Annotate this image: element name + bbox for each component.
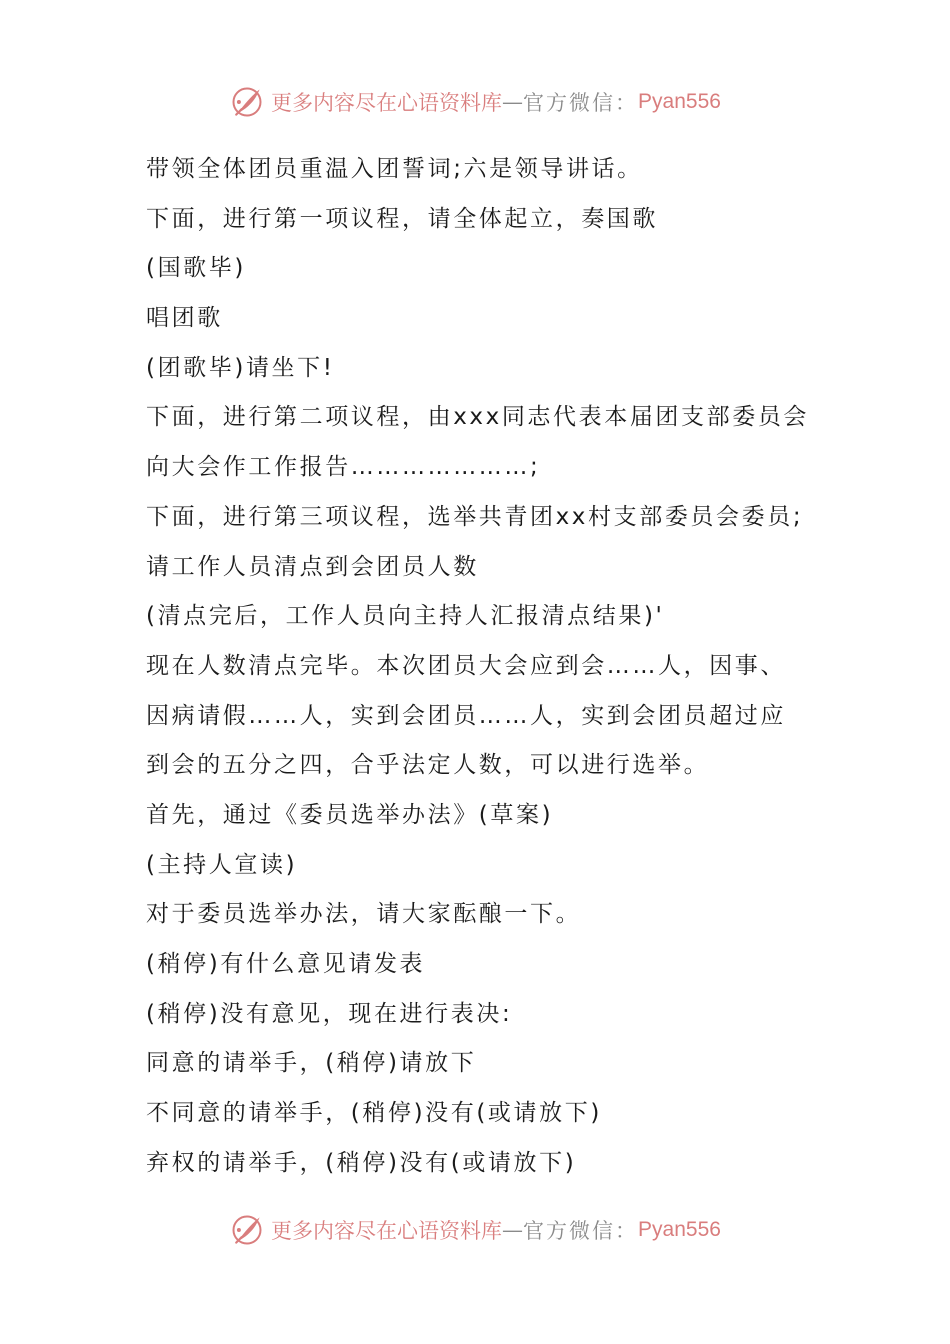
body-line-8: 下面，进行第三项议程，选举共青团xx村支部委员会委员; xyxy=(146,503,804,530)
footer-dash: — xyxy=(502,1218,524,1242)
footer-wechat-label: 官方微信： xyxy=(523,1219,639,1243)
body-line-21: 弃权的请举手，(稍停)没有(或请放下) xyxy=(146,1149,577,1176)
body-line-10: (清点完后，工作人员向主持人汇报清点结果)' xyxy=(146,603,665,630)
header-watermark-banner xyxy=(0,82,950,122)
body-line-14: 首先，通过《委员选举办法》(草案) xyxy=(146,801,554,828)
body-line-16: 对于委员选举办法，请大家酝酿一下。 xyxy=(146,901,582,928)
header-dash: — xyxy=(502,90,524,114)
body-line-6: 下面，进行第二项议程，由xxx同志代表本届团支部委员会 xyxy=(146,404,810,431)
document-body xyxy=(146,145,826,1188)
body-line-19: 同意的请举手，(稍停)请放下 xyxy=(146,1050,477,1077)
body-line-2: 下面，进行第一项议程，请全体起立，奏国歌 xyxy=(146,205,658,232)
pen-feather-logo-icon xyxy=(229,84,265,120)
footer-wechat-id: Pyan556 xyxy=(638,1218,721,1241)
body-line-20: 不同意的请举手，(稍停)没有(或请放下) xyxy=(146,1100,602,1127)
body-line-17: (稍停)有什么意见请发表 xyxy=(146,951,426,977)
body-line-1: 带领全体团员重温入团誓词;六是领导讲话。 xyxy=(146,156,643,182)
pen-feather-logo-icon xyxy=(229,1212,265,1248)
header-site-name: 更多内容尽在心语资料库 xyxy=(271,91,503,115)
body-line-18: (稍停)没有意见，现在进行表决: xyxy=(146,1000,513,1027)
body-line-13: 到会的五分之四，合乎法定人数，可以进行选举。 xyxy=(146,752,710,779)
body-line-5: (团歌毕)请坐下! xyxy=(146,354,335,381)
body-line-12: 因病请假……人，实到会团员……人，实到会团员超过应 xyxy=(146,702,786,729)
header-wechat-id: Pyan556 xyxy=(638,90,721,113)
body-line-15: (主持人宣读) xyxy=(146,851,298,878)
body-line-11: 现在人数清点完毕。本次团员大会应到会……人，因事、 xyxy=(146,652,786,679)
footer-site-name: 更多内容尽在心语资料库 xyxy=(271,1219,503,1243)
footer-watermark-banner xyxy=(0,1210,950,1250)
body-line-3: (国歌毕) xyxy=(146,255,246,282)
header-wechat-label: 官方微信： xyxy=(523,91,639,115)
body-line-9: 请工作人员清点到会团员人数 xyxy=(146,553,479,580)
body-line-4: 唱团歌 xyxy=(146,305,223,332)
body-line-7: 向大会作工作报告…………………; xyxy=(146,454,541,481)
